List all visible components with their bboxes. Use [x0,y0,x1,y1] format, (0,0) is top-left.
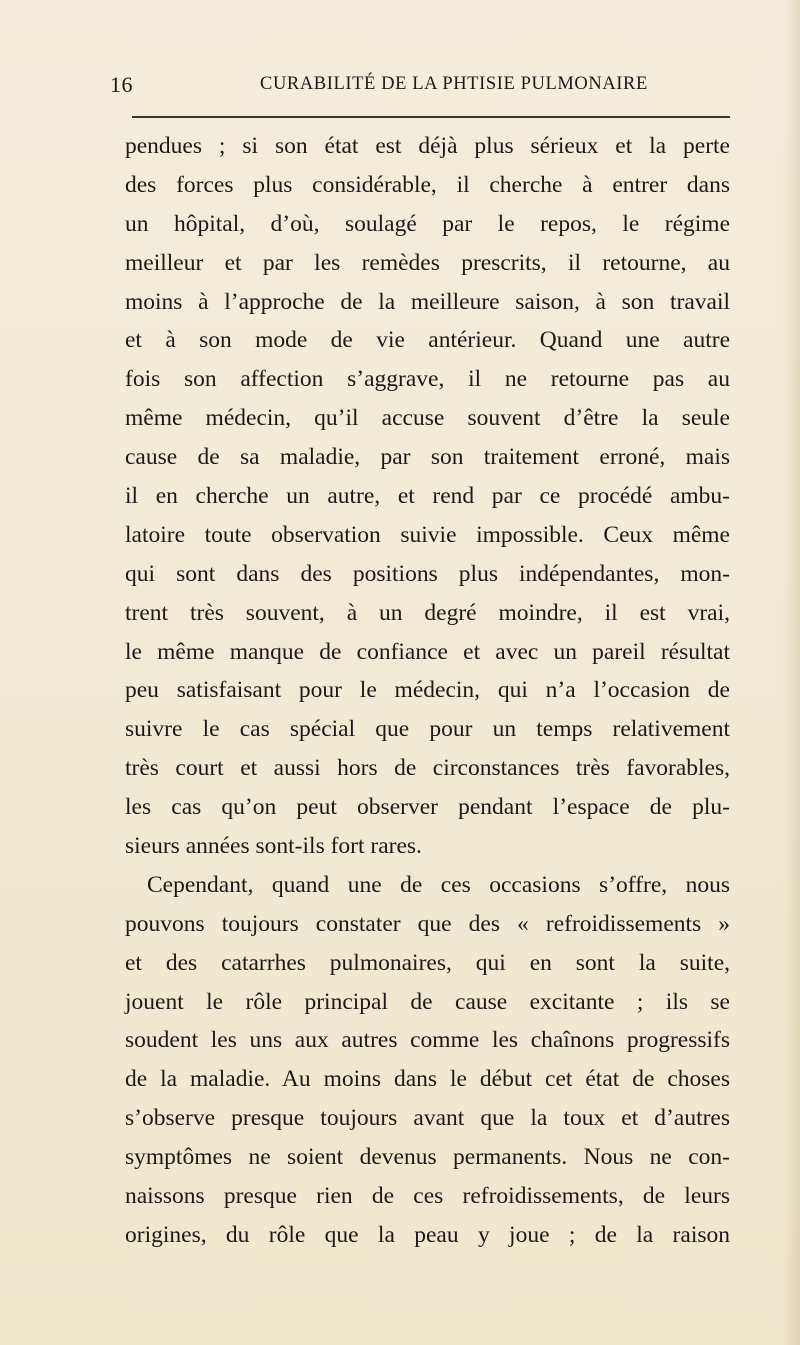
text-line: jouent le rôle principal de cause excitante ; ils se [125,988,730,1015]
text-line: cause de sa maladie, par son traitement erroné, mais [125,444,730,471]
text-line: trent très souvent, à un degré moindre, il est vrai, [125,599,730,626]
text-line: pendues ; si son état est déjà plus sérieux et la perte [125,133,730,159]
text-line: sieurs années sont-ils fort rares. [125,833,422,860]
page-number: 16 [110,72,133,97]
page-edge-shadow [782,0,800,1345]
text-line: le même manque de confiance et avec un pareil résultat [125,638,730,665]
header-rule [132,116,730,118]
text-line: et à son mode de vie antérieur. Quand une autre [125,327,730,354]
text-line: des forces plus considérable, il cherche à entrer dans [125,171,730,198]
text-line: les cas qu’on peut observer pendant l’espace de plu- [125,794,730,821]
text-line: moins à l’approche de la meilleure saison, à son travail [125,288,730,315]
text-line: et des catarrhes pulmonaires, qui en sont la suite, [125,949,730,976]
text-line: naissons presque rien de ces refroidissements, de leurs [125,1183,730,1210]
text-line: soudent les uns aux autres comme les chaînons progressifs [125,1027,730,1054]
paragraph-2 [125,866,730,1255]
text-line: Cependant, quand une de ces occasions s’offre, nous [147,871,730,898]
text-line: un hôpital, d’où, soulagé par le repos, le régime [125,210,730,237]
text-line: s’observe presque toujours avant que la toux et d’autres [125,1105,730,1132]
text-line: suivre le cas spécial que pour un temps relativement [125,716,730,743]
text-line: il en cherche un autre, et rend par ce procédé ambu- [125,483,730,510]
paragraph-1 [125,127,730,866]
text-line: même médecin, qu’il accuse souvent d’être la seule [125,405,730,432]
text-line: qui sont dans des positions plus indépendantes, mon- [125,560,730,587]
running-head: CURABILITÉ DE LA PHTISIE PULMONAIRE [260,74,648,94]
page-header [110,72,730,104]
text-line: latoire toute observation suivie impossible. Ceux même [125,521,730,548]
text-line: symptômes ne soient devenus permanents. Nous ne con- [125,1144,730,1171]
text-line: fois son affection s’aggrave, il ne retourne pas au [125,366,730,393]
text-line: pouvons toujours constater que des « refroidissements » [125,910,730,937]
body-text [125,127,730,1255]
text-line: de la maladie. Au moins dans le début cet état de choses [125,1066,730,1093]
text-line: origines, du rôle que la peau y joue ; de la raison [125,1221,730,1248]
text-line: peu satisfaisant pour le médecin, qui n’a l’occasion de [125,677,730,704]
text-line: très court et aussi hors de circonstances très favorables, [125,755,730,782]
text-line: meilleur et par les remèdes prescrits, il retourne, au [125,249,730,276]
